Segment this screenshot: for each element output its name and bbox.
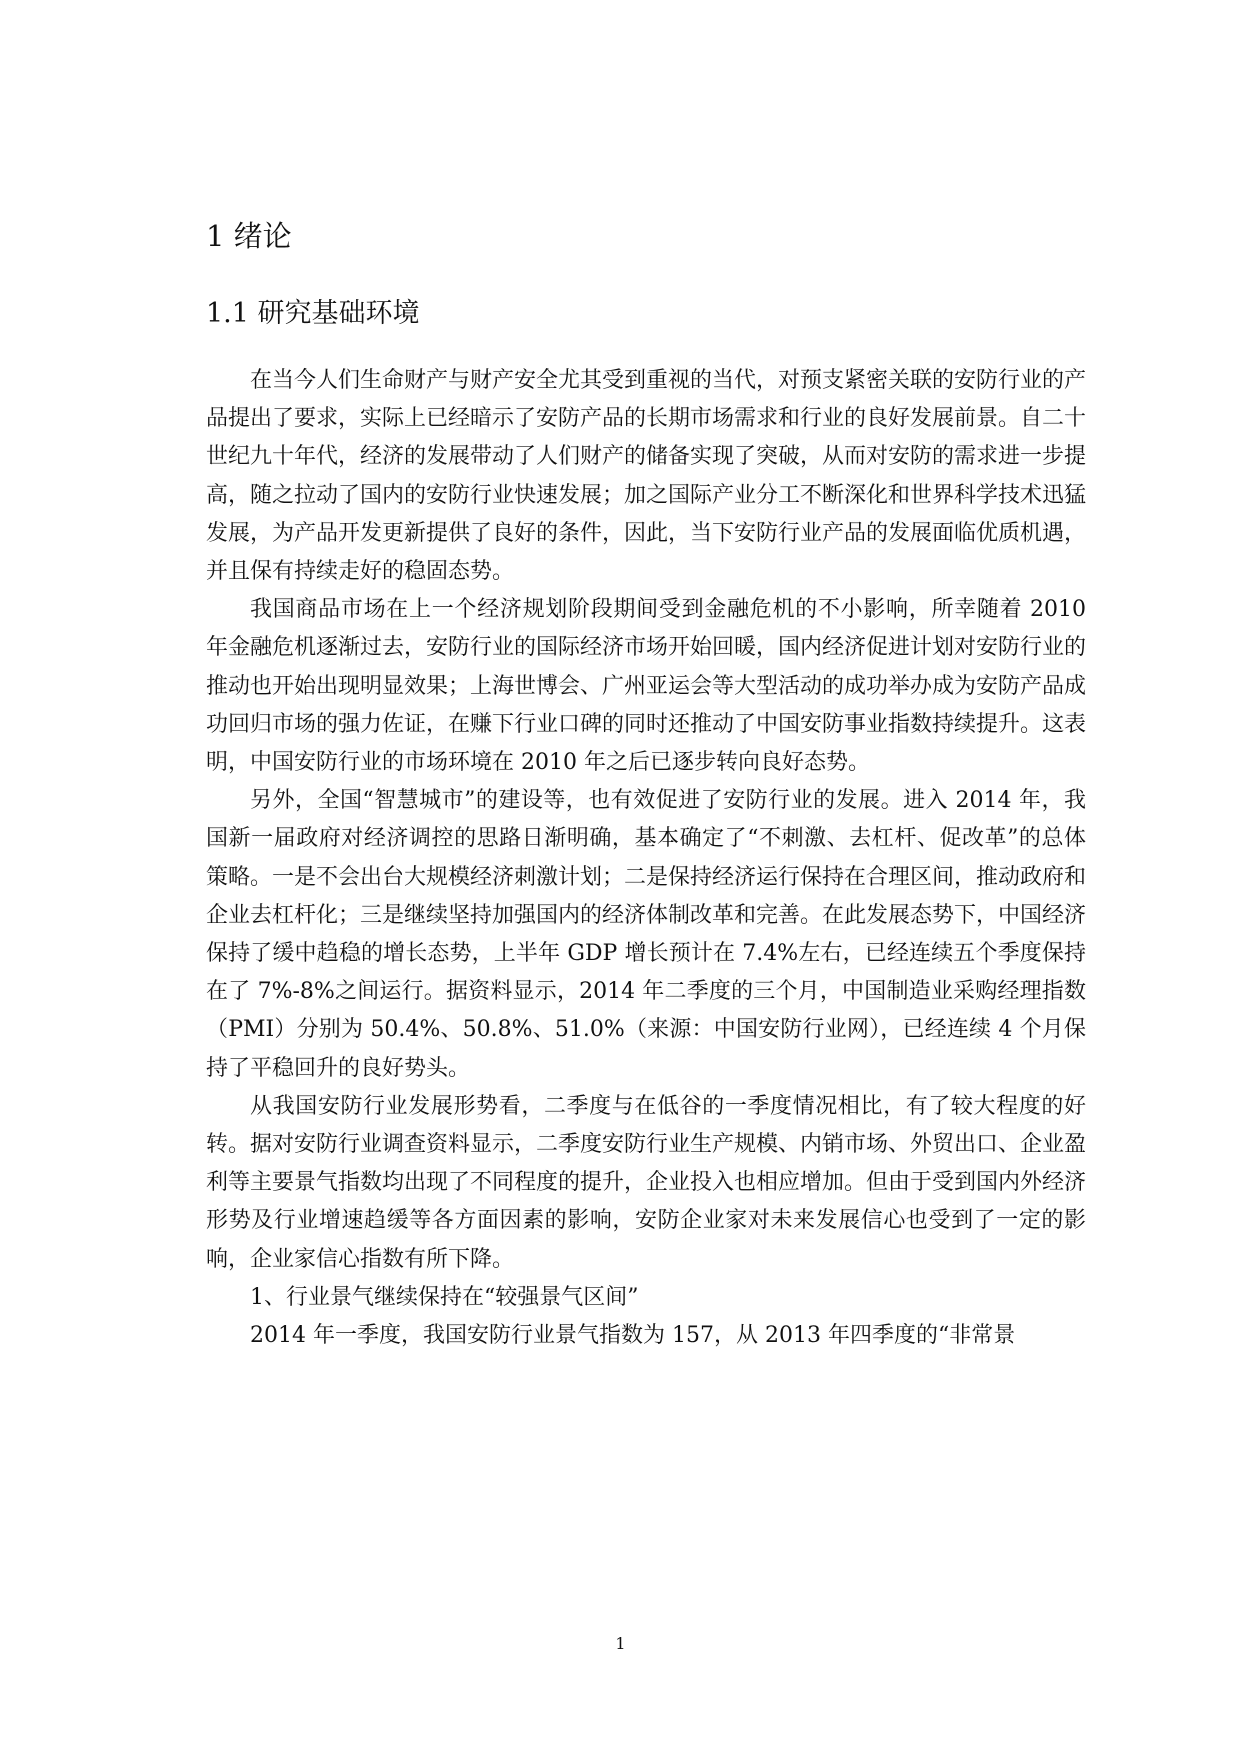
paragraph-4: 从我国安防行业发展形势看，二季度与在低谷的一季度情况相比，有了较大程度的好转。据对安防行业调查资料显示，二季度安防行业生产规模、内销市场、外贸出口、企业盈利等主要景气指数均出现了不同程度的提升，企业投入也相应增加。但由于受到国内外经济形势及行业增速趋缓等各方面因素的影响，安防企业家对未来发展信心也受到了一定的影响，企业家信心指数有所下降。: [206, 1093, 1087, 1272]
chapter-title: 1 绪论: [206, 219, 292, 253]
body-text: [206, 362, 1086, 1355]
paragraph-2: 我国商品市场在上一个经济规划阶段期间受到金融危机的不小影响，所幸随着 2010 年金融危机逐渐过去，安防行业的国际经济市场开始回暖，国内经济促进计划对安防行业的推动也开始出现明显效果；上海世博会、广州亚运会等大型活动的成功举办成为安防产品成功回归市场的强力佐证，在赚下行业口碑的同时还推动了中国安防事业指数持续提升。这表明，中国安防行业的市场环境在 2010 年之后已逐步转向良好态势。: [206, 597, 1087, 776]
page-number: 1: [615, 1634, 626, 1653]
paragraph-5: 2014 年一季度，我国安防行业景气指数为 157，从 2013 年四季度的“非常景: [250, 1323, 1016, 1349]
paragraph-3: 另外，全国“智慧城市”的建设等，也有效促进了安防行业的发展。进入 2014 年，我国新一届政府对经济调控的思路日渐明确，基本确定了“不刺激、去杠杆、促改革”的总体策略。一是不会出台大规模经济刺激计划；二是保持经济运行保持在合理区间，推动政府和企业去杠杆化；三是继续坚持加强国内的经济体制改革和完善。在此发展态势下，中国经济保持了缓中趋稳的增长态势，上半年 GDP 增长预计在 7.4%左右，已经连续五个季度保持在了 7%-8%之间运行。据资料显示，2014 年二季度的三个月，中国制造业采购经理指数（PMI）分别为 50.4%、50.8%、51.0%（来源：中国安防行业网），已经连续 4 个月保持了平稳回升的良好势头。: [206, 788, 1087, 1081]
section-title: 1.1 研究基础环境: [206, 298, 420, 329]
paragraph-1: 在当今人们生命财产与财产安全尤其受到重视的当代，对预支紧密关联的安防行业的产品提出了要求，实际上已经暗示了安防产品的长期市场需求和行业的良好发展前景。自二十世纪九十年代，经济的发展带动了人们财产的储备实现了突破，从而对安防的需求进一步提高，随之拉动了国内的安防行业快速发展；加之国际产业分工不断深化和世界科学技术迅猛发展，为产品开发更新提供了良好的条件，因此，当下安防行业产品的发展面临优质机遇，并且保有持续走好的稳固态势。: [206, 368, 1087, 585]
list-heading-1: 1、行业景气继续保持在“较强景气区间”: [250, 1284, 639, 1310]
